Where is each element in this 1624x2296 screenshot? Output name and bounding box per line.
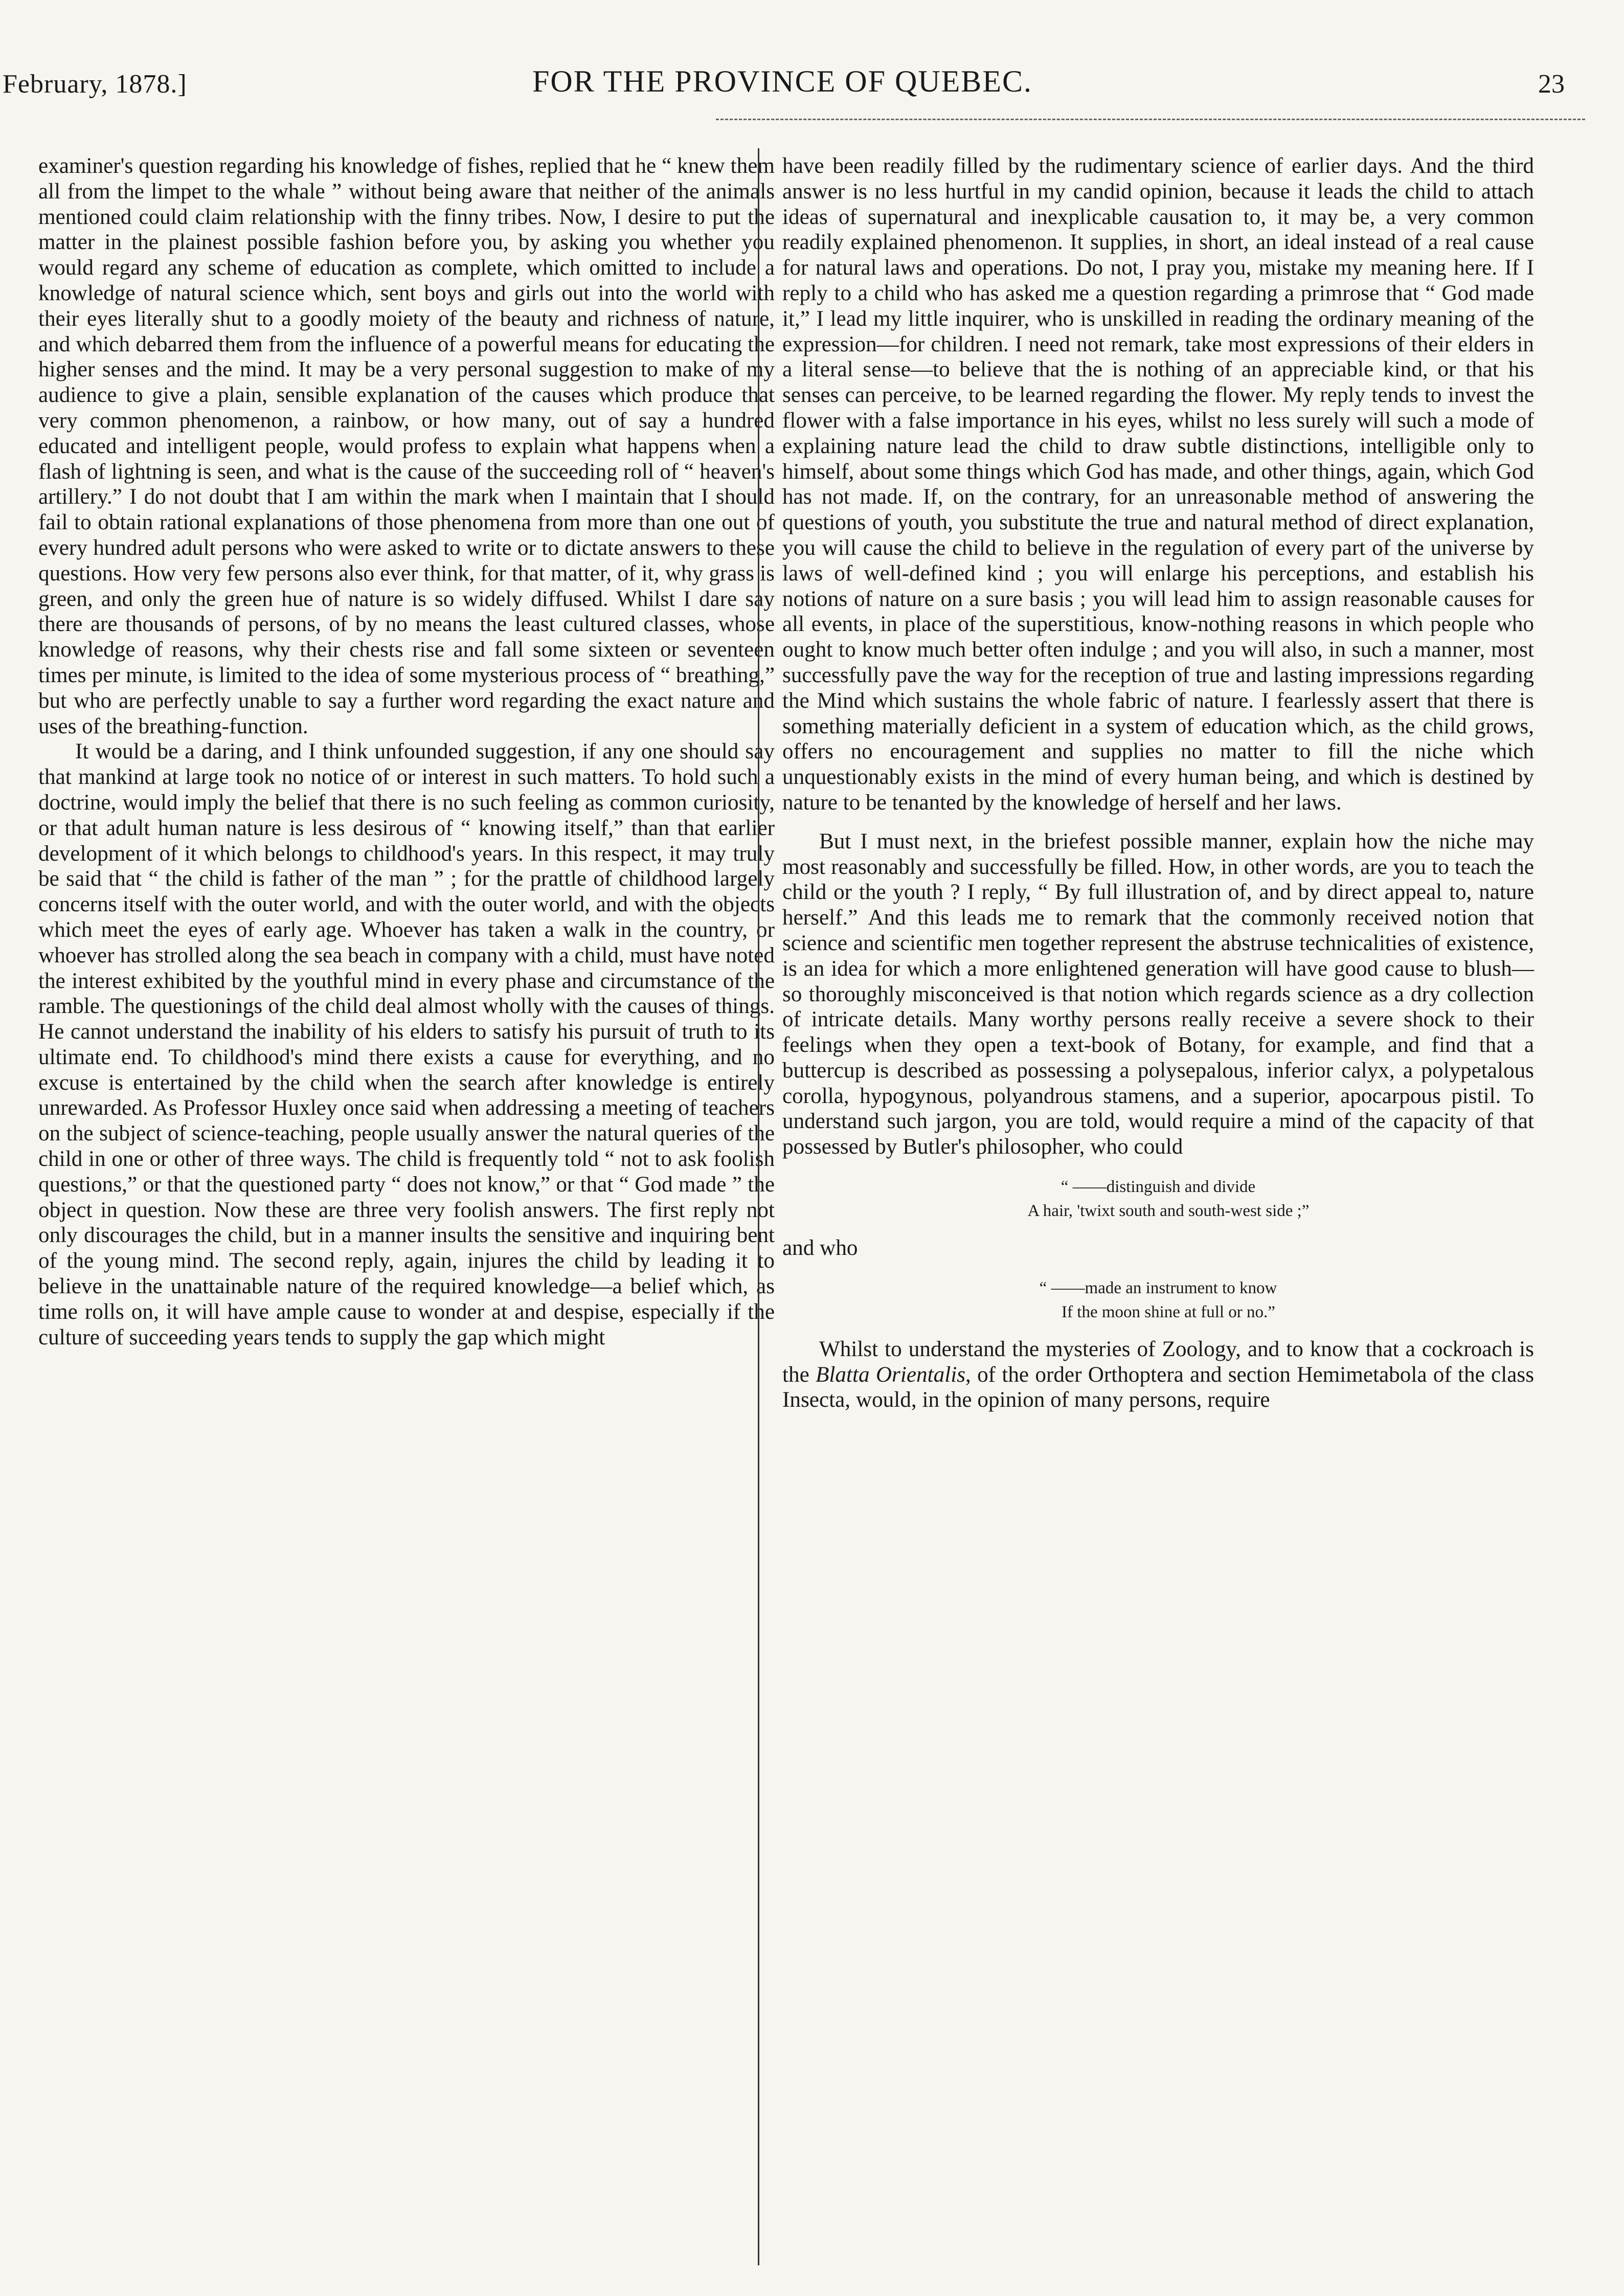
paragraph-3-start: Whilst to understand the mysteries of Zoology, and to know that a cockroach is the — [782, 1337, 1534, 1387]
paragraph-gap — [782, 816, 1534, 829]
verse-1-line-1: “ ——distinguish and divide — [1061, 1178, 1256, 1197]
right-paragraph-3 — [782, 1337, 1534, 1413]
right-paragraph-1: have been readily filled by the rudimentary science of earlier days. And the third answer is no less hurtful in my candid opinion, because it leads the child to attach ideas of supernatural and inexplicable causation to, it may be, a very common readily explained phenomenon. It supplies, in short, an ideal instead of a real cause for natural laws and operations. Do not, I pray you, mistake my meaning here. If I reply to a child who has asked me a question regarding a primrose that “ God made it,” I lead my little inquirer, who is unskilled in reading the ordinary meaning of the expression—for children. I need not remark, take most expressions of their elders in a literal sense—to believe that the is nothing of an appreciable kind, or that his senses can perceive, to be learned regarding the flower. My reply tends to invest the flower with a false importance in his eyes, whilst no less surely will such a mode of explaining nature lead the child to draw subtle distinctions, intelligible only to himself, about some things which God has made, and other things, again, which God has not made. If, on the contrary, for an unreasonable method of answering the questions of youth, you substitute the true and natural method of direct explanation, you will cause the child to believe in the regulation of every part of the universe by laws of well-defined kind ; you will enlarge his perceptions, and establish his notions of nature on a sure basis ; you will lead him to assign reasonable causes for all events, in place of the superstitious, know-nothing reasons in which people who ought to know much better often indulge ; and you will also, in such a manner, most successfully pave the way for the reception of true and lasting impressions regarding the Mind which sustains the whole fabric of nature. I fearlessly assert that there is something materially deficient in a system of education which, as the child grows, offers no encouragement and supplies no matter to fill the niche which unquestionably exists in the mind of every human being, and which is destined by nature to be tenanted by the knowledge of herself and her laws. — [782, 154, 1534, 815]
right-paragraph-2: But I must next, in the briefest possible manner, explain how the niche may most reasonably and successfully be filled. How, in other words, are you to teach the child or the youth ? I reply, “ By full illustration of, and by direct appeal to, nature herself.” And this leads me to remark that the commonly received notion that science and scientific men together represent the abstruse technicalities of existence, is an idea for which a more enlightened generation will have good cause to blush—so thoroughly misconceived is that notion which regards science as a dry collection of intricate details. Many worthy persons really receive a severe shock to their feelings when they open a text-book of Botany, for example, and find that a buttercup is described as possessing a polysepalous, inferior calyx, a polypetalous corolla, hypogynous, polyandrous stamens, and a superior, apocarpous pistil. To understand such jargon, you are told, would require a mind of the capacity of that possessed by Butler's philosopher, who could — [782, 829, 1534, 1159]
left-column — [38, 153, 775, 1350]
paragraph-3-end: , of the order Orthoptera and section Hemimetabola of the class Insecta, would, in the opinion of many persons, require — [782, 1362, 1534, 1412]
left-paragraph-2: It would be a daring, and I think unfounded suggestion, if any one should say that mankind at large took no notice of or interest in such matters. To hold such a doctrine, would imply the belief that there is no such feeling as common curiosity, or that adult human nature is less desirous of “ knowing itself,” than that earlier development of it which belongs to childhood's years. In this respect, it may truly be said that “ the child is father of the man ” ; for the prattle of childhood largely concerns itself with the outer world, and with the outer world, and with the objects which meet the eyes of early age. Whoever has taken a walk in the country, or whoever has strolled along the sea beach in company with a child, must have noted the interest exhibited by the youthful mind in every phase and circumstance of the ramble. The questionings of the child deal almost wholly with the causes of things. He cannot understand the inability of his elders to satisfy his pursuit of truth to its ultimate end. To childhood's mind there exists a cause for everything, and no excuse is entertained by the child when the search after knowledge is entirely unrewarded. As Professor Huxley once said when addressing a meeting of teachers on the subject of science-teaching, people usually answer the natural queries of the child in one or other of three ways. The child is frequently told “ not to ask foolish questions,” or that the questioned party “ does not know,” or that “ God made ” the object in question. Now these are three very foolish answers. The first reply not only discourages the child, but in a manner insults the sensitive and inquiring bent of the young mind. The second reply, again, injures the child by leading it to believe in the unattainable nature of the required knowledge—a belief which, as time rolls on, it will have ample cause to wonder at and despise, especially if the culture of succeeding years tends to supply the gap which might — [38, 739, 775, 1349]
verse-2-line-2: If the moon shine at full or no.” — [1062, 1302, 1275, 1321]
page-number: 23 — [1538, 70, 1565, 99]
page-header — [0, 59, 1565, 120]
column-divider — [758, 148, 759, 2265]
verse-2-line-1: “ ——made an instrument to know — [1039, 1278, 1277, 1297]
verse-quote-2 — [782, 1276, 1534, 1324]
left-paragraph-1: examiner's question regarding his knowledge of fishes, replied that he “ knew them all from the limpet to the whale ” without being aware that neither of the animals mentioned could claim relationship with the finny tribes. Now, I desire to put the matter in the plainest possible fashion before you, by asking you whether you would regard any scheme of education as complete, which omitted to include a knowledge of natural science which, sent boys and girls out into the world with their eyes literally shut to a goodly moiety of the beauty and richness of nature, and which debarred them from the influence of a powerful means for educating the higher senses and the mind. It may be a very personal suggestion to make of my audience to give a plain, sensible explanation of the causes which produce that very common phenomenon, a rainbow, or how many, out of say a hundred educated and intelligent people, would profess to explain what happens when a flash of lightning is seen, and what is the cause of the succeeding roll of “ heaven's artillery.” I do not doubt that I am within the mark when I maintain that I should fail to obtain rational explanations of those phenomena from more than one out of every hundred adult persons who were asked to write or to dictate answers to these questions. How very few persons also ever think, for that matter, of it, why grass is green, and only the green hue of nature is so widely diffused. Whilst I dare say there are thousands of persons, of by no means the least cultured classes, whose knowledge of reasons, why their chests rise and fall some sixteen or seventeen times per minute, is limited to the idea of some mysterious process of “ breathing,” but who are perfectly unable to say a further word regarding the exact nature and uses of the breathing-function. — [38, 154, 775, 738]
right-column — [782, 153, 1534, 1413]
header-rule — [716, 119, 1585, 120]
verse-quote-1 — [782, 1175, 1534, 1223]
header-date: February, 1878.] — [3, 70, 187, 99]
and-who-line: and who — [782, 1236, 858, 1260]
header-title: FOR THE PROVINCE OF QUEBEC. — [532, 64, 1032, 98]
verse-1-line-2: A hair, 'twixt south and south-west side ;” — [1027, 1202, 1310, 1221]
species-name: Blatta Orientalis — [816, 1362, 966, 1387]
